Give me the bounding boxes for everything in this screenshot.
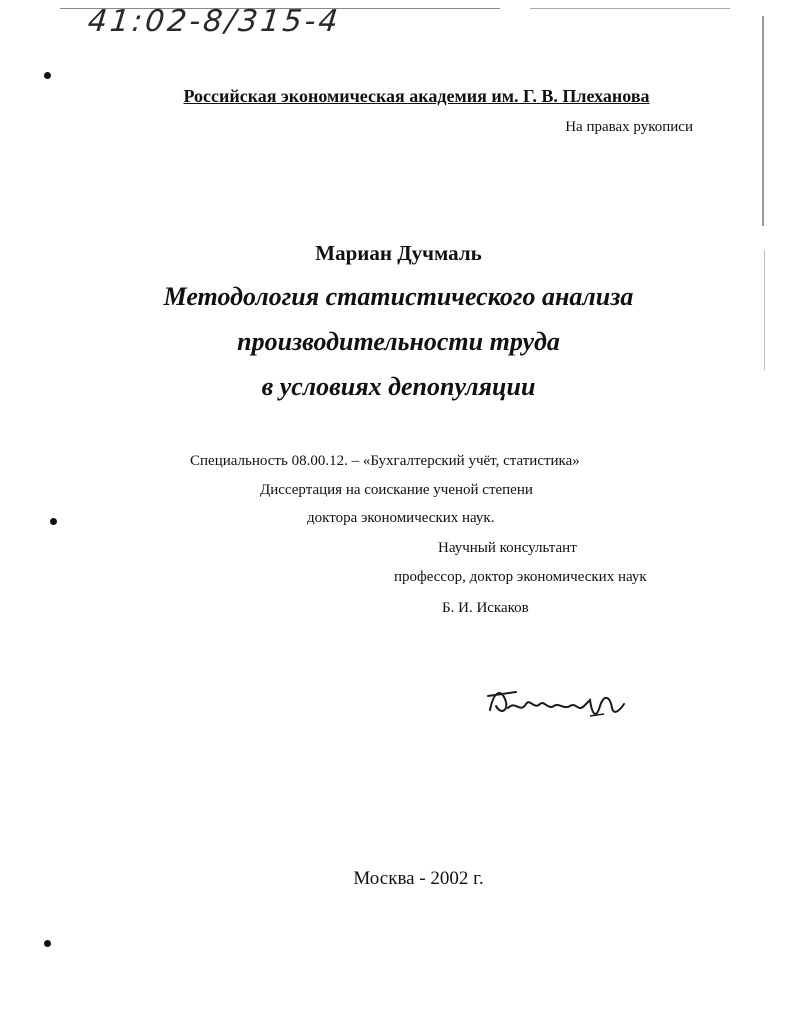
specialty-line: Специальность 08.00.12. – «Бухгалтерский учёт, статистика»	[190, 453, 580, 469]
binding-hole-mark	[50, 518, 57, 525]
title-line-2: производительности труда	[237, 327, 560, 356]
author-signature	[486, 680, 636, 730]
consultant-name: Б. И. Искаков	[442, 600, 529, 616]
academy-name: Российская экономическая академия им. Г. В. Плеханова	[183, 86, 650, 106]
consultant-position: профессор, доктор экономических наук	[394, 569, 647, 585]
dissertation-line: Диссертация на соискание ученой степени	[260, 482, 533, 498]
consultant-label: Научный консультант	[438, 540, 577, 556]
scan-artifact-edge	[762, 16, 764, 226]
title-line-3: в условиях депопуляции	[261, 372, 536, 401]
binding-hole-mark	[44, 72, 51, 79]
title-line-1: Методология статистического анализа	[163, 282, 634, 311]
author-name: Мариан Дучмаль	[315, 241, 482, 265]
degree-line: доктора экономических наук.	[307, 510, 495, 526]
binding-hole-mark	[44, 940, 51, 947]
city-year: Москва - 2002 г.	[353, 868, 484, 889]
manuscript-rights-note: На правах рукописи	[565, 119, 693, 135]
scan-artifact-line	[530, 8, 730, 9]
archive-number-handwritten: 41:02-8/315-4	[86, 4, 343, 39]
